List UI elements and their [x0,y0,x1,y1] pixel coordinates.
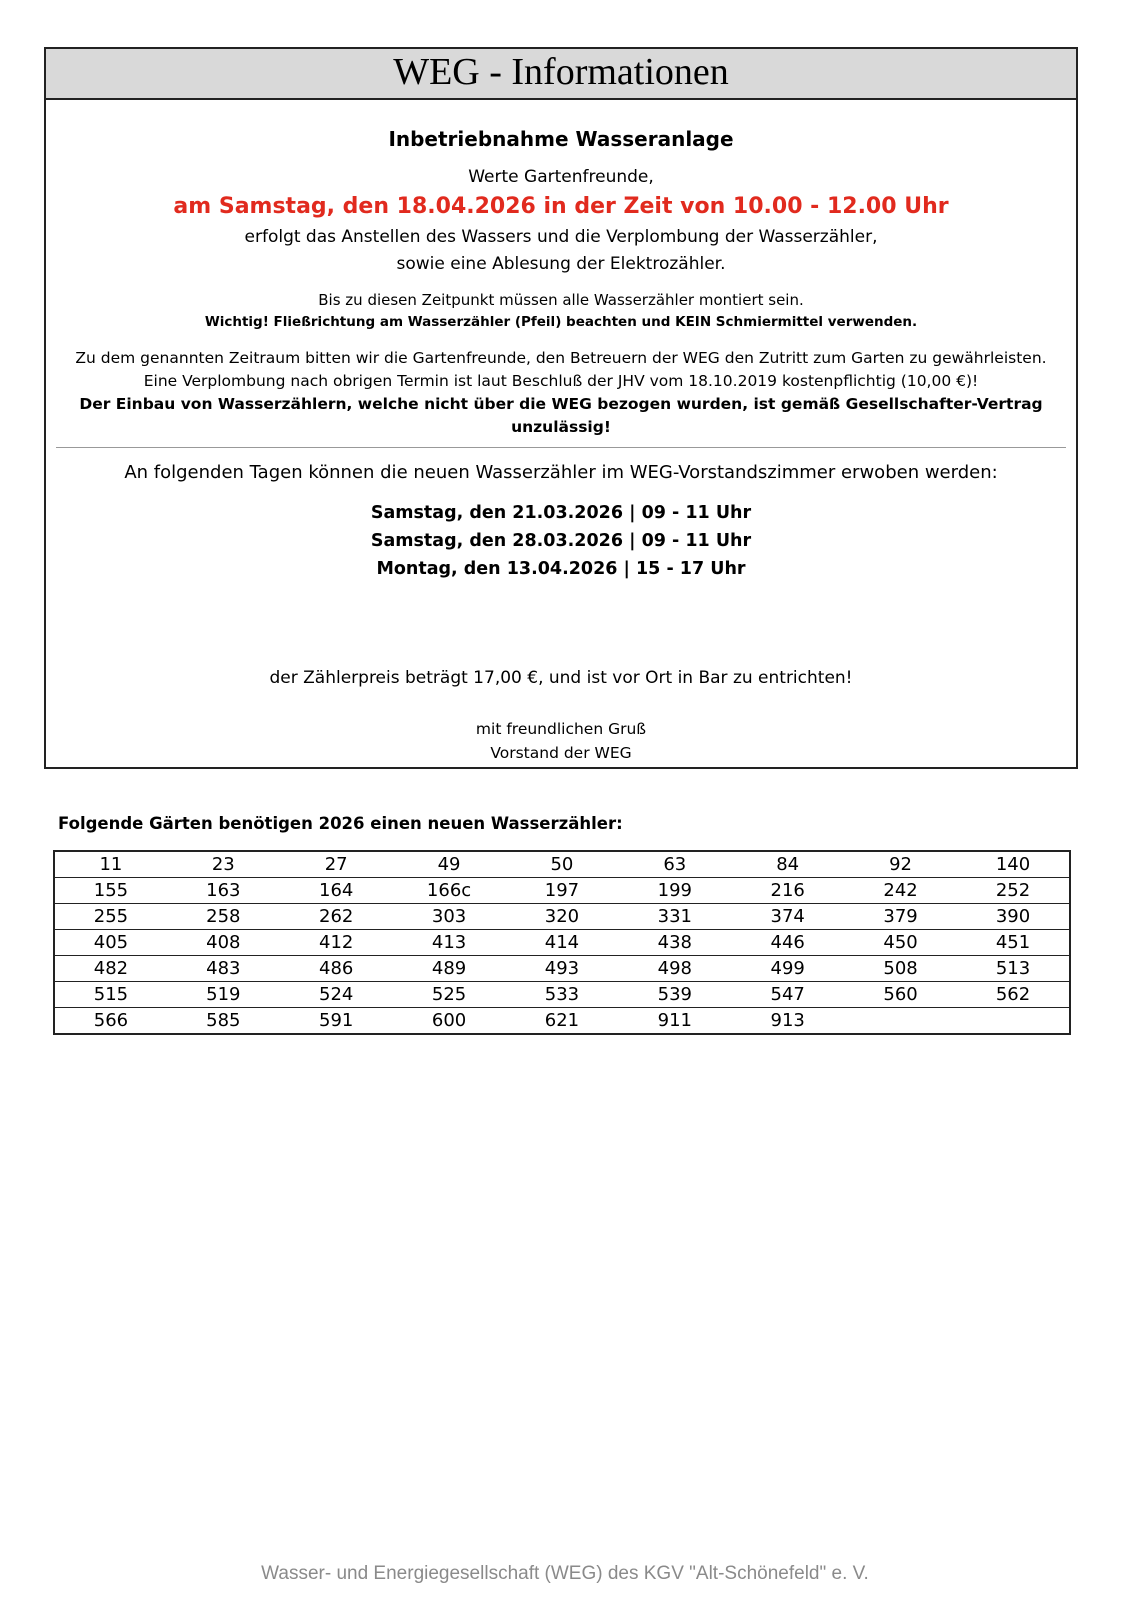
garden-number-cell: 50 [506,851,619,878]
notice-content [46,127,1076,765]
garden-number-cell: 451 [957,930,1070,956]
table-row [54,851,1070,878]
gardens-title: Folgende Gärten benötigen 2026 einen neuen Wasserzähler: [58,814,623,833]
garden-number-cell: 499 [731,956,844,982]
garden-number-cell [844,1008,957,1035]
table-row [54,904,1070,930]
garden-number-cell: 539 [618,982,731,1008]
garden-number-cell: 498 [618,956,731,982]
garden-number-cell: 164 [280,878,393,904]
garden-number-cell: 252 [957,878,1070,904]
garden-number-cell: 262 [280,904,393,930]
garden-number-cell: 379 [844,904,957,930]
garden-number-cell: 255 [54,904,167,930]
garden-number-cell: 533 [506,982,619,1008]
table-row [54,1008,1070,1035]
garden-number-cell: 508 [844,956,957,982]
garden-number-cell: 486 [280,956,393,982]
garden-number-cell: 438 [618,930,731,956]
page-title: WEG - Informationen [46,49,1076,100]
garden-number-cell: 489 [393,956,506,982]
garden-number-cell: 92 [844,851,957,878]
garden-number-cell: 913 [731,1008,844,1035]
garden-number-cell: 911 [618,1008,731,1035]
para-fee: Eine Verplombung nach obrigen Termin ist laut Beschluß der JHV vom 18.10.2019 kostenpflichtig (10,00 €)! [143,372,979,390]
date-item: Samstag, den 28.03.2026 | 09 - 11 Uhr [370,531,752,551]
footer-text: Wasser- und Energiegesellschaft (WEG) des KGV "Alt-Schönefeld" e. V. [261,1563,869,1584]
garden-number-cell: 408 [167,930,280,956]
garden-number-cell: 11 [54,851,167,878]
garden-number-cell: 446 [731,930,844,956]
garden-number-cell: 413 [393,930,506,956]
garden-number-cell: 450 [844,930,957,956]
garden-number-cell: 525 [393,982,506,1008]
garden-number-cell: 513 [957,956,1070,982]
para-rule: Der Einbau von Wasserzählern, welche nicht über die WEG bezogen wurden, ist gemäß Gesellschafter-Vertrag unzulässig! [79,395,1043,436]
highlight-date: am Samstag, den 18.04.2026 in der Zeit von 10.00 - 12.00 Uhr [173,194,949,219]
greeting: Werte Gartenfreunde, [468,167,654,187]
garden-number-cell: 585 [167,1008,280,1035]
garden-number-cell: 524 [280,982,393,1008]
notice-line-1: erfolgt das Anstellen des Wassers und die Verplombung der Wasserzähler, [244,227,878,247]
garden-number-cell: 412 [280,930,393,956]
notice-subtitle: Inbetriebnahme Wasseranlage [388,127,734,151]
notice-line-2: sowie eine Ablesung der Elektrozähler. [396,254,726,274]
garden-number-cell: 405 [54,930,167,956]
garden-number-cell: 166c [393,878,506,904]
garden-number-cell: 49 [393,851,506,878]
garden-number-cell: 303 [393,904,506,930]
table-row [54,956,1070,982]
signature-line-2: Vorstand der WEG [490,744,632,762]
divider [56,447,1066,448]
garden-number-cell: 199 [618,878,731,904]
garden-number-cell: 493 [506,956,619,982]
garden-number-cell: 331 [618,904,731,930]
para-access: Zu dem genannten Zeitraum bitten wir die Gartenfreunde, den Betreuern der WEG den Zutritt zum Garten zu gewährleisten. [75,349,1047,367]
garden-number-cell: 591 [280,1008,393,1035]
garden-number-cell: 483 [167,956,280,982]
table-row [54,878,1070,904]
garden-number-cell: 23 [167,851,280,878]
garden-number-cell: 242 [844,878,957,904]
garden-number-cell: 258 [167,904,280,930]
garden-number-cell: 482 [54,956,167,982]
signature [46,717,1076,765]
garden-number-cell: 197 [506,878,619,904]
garden-number-cell: 519 [167,982,280,1008]
garden-number-cell: 163 [167,878,280,904]
garden-number-cell: 600 [393,1008,506,1035]
garden-number-cell: 155 [54,878,167,904]
garden-number-cell: 84 [731,851,844,878]
garden-number-cell: 566 [54,1008,167,1035]
date-item: Samstag, den 21.03.2026 | 09 - 11 Uhr [370,503,752,523]
notice-paragraph [46,347,1076,439]
date-item: Montag, den 13.04.2026 | 15 - 17 Uhr [376,559,746,579]
table-row [54,982,1070,1008]
garden-number-cell: 216 [731,878,844,904]
garden-number-cell: 515 [54,982,167,1008]
garden-number-cell: 63 [618,851,731,878]
info-box [44,47,1078,769]
garden-number-cell: 562 [957,982,1070,1008]
garden-number-cell: 390 [957,904,1070,930]
price-note: der Zählerpreis beträgt 17,00 €, und ist vor Ort in Bar zu entrichten! [269,668,853,688]
gardens-table [53,850,1071,1035]
date-list [46,499,1076,583]
garden-number-cell: 414 [506,930,619,956]
purchase-intro: An folgenden Tagen können die neuen Wasserzähler im WEG-Vorstandszimmer erwoben werden: [124,462,998,483]
garden-number-cell: 140 [957,851,1070,878]
garden-number-cell [957,1008,1070,1035]
garden-number-cell: 27 [280,851,393,878]
notice-warning: Wichtig! Fließrichtung am Wasserzähler (Pfeil) beachten und KEIN Schmiermittel verwenden. [204,314,918,330]
garden-number-cell: 547 [731,982,844,1008]
garden-number-cell: 320 [506,904,619,930]
garden-number-cell: 374 [731,904,844,930]
table-row [54,930,1070,956]
garden-number-cell: 621 [506,1008,619,1035]
signature-line-1: mit freundlichen Gruß [475,720,647,738]
notice-small-1: Bis zu diesen Zeitpunkt müssen alle Wasserzähler montiert sein. [318,291,804,309]
garden-number-cell: 560 [844,982,957,1008]
